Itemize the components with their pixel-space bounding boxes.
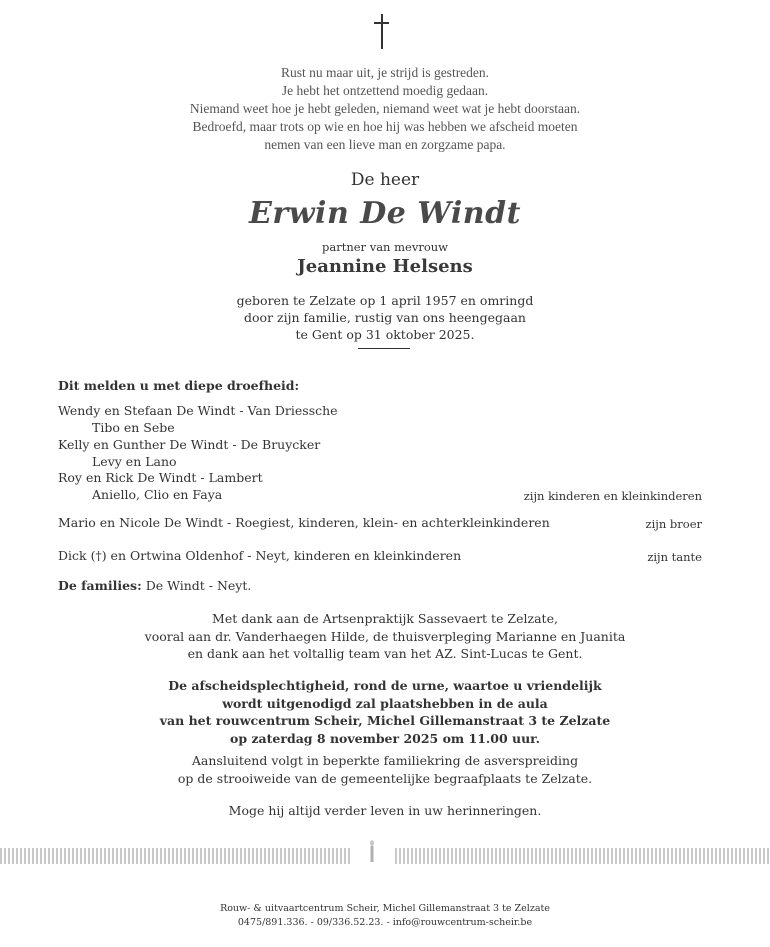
families-label: De families: bbox=[58, 578, 142, 593]
aunt-line: Dick (†) en Ortwina Oldenhof - Neyt, kinderen en kleinkinderen bbox=[58, 548, 462, 563]
divider bbox=[358, 348, 410, 349]
born-line: geboren te Zelzate op 1 april 1957 en omringd bbox=[236, 293, 534, 308]
partner-name: Jeannine Helsens bbox=[297, 256, 473, 277]
ceremony-line: op zaterdag 8 november 2025 om 11.00 uur. bbox=[230, 730, 540, 746]
poem-line: nemen van een lieve man en zorgzame papa. bbox=[264, 137, 506, 152]
burial-info bbox=[0, 752, 770, 787]
partner-label: partner van mevrouw bbox=[322, 240, 448, 254]
burial-line: Aansluitend volgt in beperkte familiekring de asverspreiding bbox=[191, 753, 579, 768]
honorific: De heer bbox=[350, 170, 420, 190]
thanks-line: Met dank aan de Artsenpraktijk Sassevaert te Zelzate, bbox=[212, 611, 558, 626]
born-line: te Gent op 31 oktober 2025. bbox=[295, 327, 475, 342]
poem-line: Je hebt het ontzettend moedig gedaan. bbox=[281, 83, 489, 98]
relation-children: zijn kinderen en kleinkinderen bbox=[523, 489, 702, 503]
poem bbox=[0, 64, 770, 154]
family-line: Wendy en Stefaan De Windt - Van Driessche bbox=[58, 403, 338, 418]
cross-icon-bar bbox=[374, 22, 389, 24]
ceremony-line: De afscheidsplechtigheid, rond de urne, waartoe u vriendelijk bbox=[168, 678, 602, 693]
family-line: Tibo en Sebe bbox=[92, 420, 175, 435]
birth-death-info bbox=[0, 292, 770, 343]
relation-aunt: zijn tante bbox=[647, 550, 702, 564]
families bbox=[58, 578, 251, 593]
family-line: Levy en Lano bbox=[92, 454, 177, 469]
footer-line: 0475/891.336. - 09/336.52.23. - info@rouwcentrum-scheir.be bbox=[237, 917, 533, 928]
ceremony-info bbox=[0, 677, 770, 747]
candle-icon bbox=[368, 840, 376, 862]
born-line: door zijn familie, rustig van ons heengegaan bbox=[244, 310, 526, 325]
families-value: De Windt - Neyt. bbox=[145, 578, 252, 593]
scan-strip bbox=[395, 848, 770, 864]
poem-line: Niemand weet hoe je hebt geleden, niemand weet wat je hebt doorstaan. bbox=[189, 101, 581, 116]
brother-line: Mario en Nicole De Windt - Roegiest, kinderen, klein- en achterkleinkinderen bbox=[58, 515, 550, 530]
memory-line: Moge hij altijd verder leven in uw herinneringen. bbox=[228, 803, 542, 818]
footer bbox=[0, 902, 770, 930]
thanks bbox=[0, 610, 770, 663]
thanks-line: vooral aan dr. Vanderhaegen Hilde, de thuisverpleging Marianne en Juanita bbox=[144, 628, 626, 644]
burial-line: op de strooiweide van de gemeentelijke begraafplaats te Zelzate. bbox=[177, 770, 593, 786]
scan-strip bbox=[0, 848, 352, 864]
relation-brother: zijn broer bbox=[645, 517, 702, 531]
deceased-name: Erwin De Windt bbox=[249, 196, 521, 231]
poem-line: Bedroefd, maar trots op wie en hoe hij was hebben we afscheid moeten bbox=[192, 119, 578, 134]
poem-line: Rust nu maar uit, je strijd is gestreden. bbox=[280, 65, 490, 80]
cross-icon bbox=[381, 14, 383, 49]
family-line: Aniello, Clio en Faya bbox=[92, 487, 223, 502]
family-line: Roy en Rick De Windt - Lambert bbox=[58, 470, 263, 485]
family-line: Kelly en Gunther De Windt - De Bruycker bbox=[58, 437, 321, 452]
ceremony-line: van het rouwcentrum Scheir, Michel Gillemanstraat 3 te Zelzate bbox=[159, 713, 611, 728]
ceremony-line: wordt uitgenodigd zal plaatshebben in de aula bbox=[222, 695, 548, 711]
thanks-line: en dank aan het voltallig team van het AZ. Sint-Lucas te Gent. bbox=[187, 646, 583, 661]
mourning-heading: Dit melden u met diepe droefheid: bbox=[58, 378, 300, 393]
footer-line: Rouw- & uitvaartcentrum Scheir, Michel Gillemanstraat 3 te Zelzate bbox=[220, 903, 550, 914]
